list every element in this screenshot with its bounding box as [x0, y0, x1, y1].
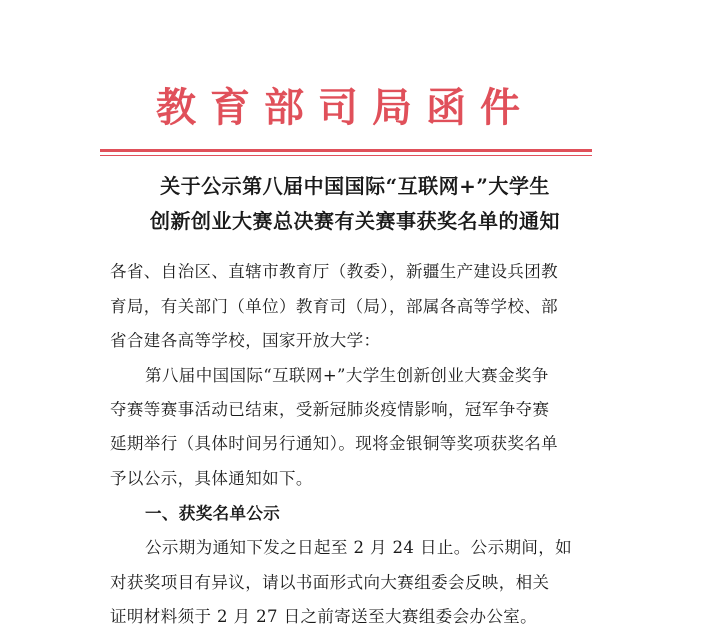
- document-title-line-2: 创新创业大赛总决赛有关赛事获奖名单的通知: [150, 209, 560, 233]
- addressee-line-1: 各省、自治区、直辖市教育厅（教委），新疆生产建设兵团教: [110, 262, 559, 281]
- document-title-line-1: 关于公示第八届中国国际“互联网+”大学生: [160, 174, 550, 198]
- addressee-line-2: 育局，有关部门（单位）教育司（局），部属各高等学校、部: [110, 297, 559, 316]
- paragraph-1-line-1: 第八届中国国际“互联网+”大学生创新创业大赛金奖争: [145, 366, 549, 385]
- letterhead-title: 教育部司局函件: [156, 84, 534, 131]
- paragraph-2-line-2: 对获奖项目有异议，请以书面形式向大赛组委会反映，相关: [110, 573, 550, 592]
- letterhead-rule-thin: [100, 155, 592, 156]
- section-heading-award-list: 一、获奖名单公示: [145, 504, 281, 523]
- addressee-line-3: 省合建各高等学校，国家开放大学：: [110, 331, 381, 350]
- paragraph-1-line-4: 予以公示，具体通知如下。: [110, 469, 313, 488]
- letterhead-rule-thick: [100, 149, 592, 152]
- paragraph-2-line-3: 证明材料须于 2 月 27 日之前寄送至大赛组委会办公室。: [110, 607, 538, 626]
- paragraph-2-line-1: 公示期为通知下发之日起至 2 月 24 日止。公示期间，如: [145, 538, 573, 557]
- paragraph-1-line-3: 延期举行（具体时间另行通知）。现将金银铜等奖项获奖名单: [110, 434, 559, 453]
- paragraph-1-line-2: 夺赛等赛事活动已结束，受新冠肺炎疫情影响，冠军争夺赛: [110, 400, 550, 419]
